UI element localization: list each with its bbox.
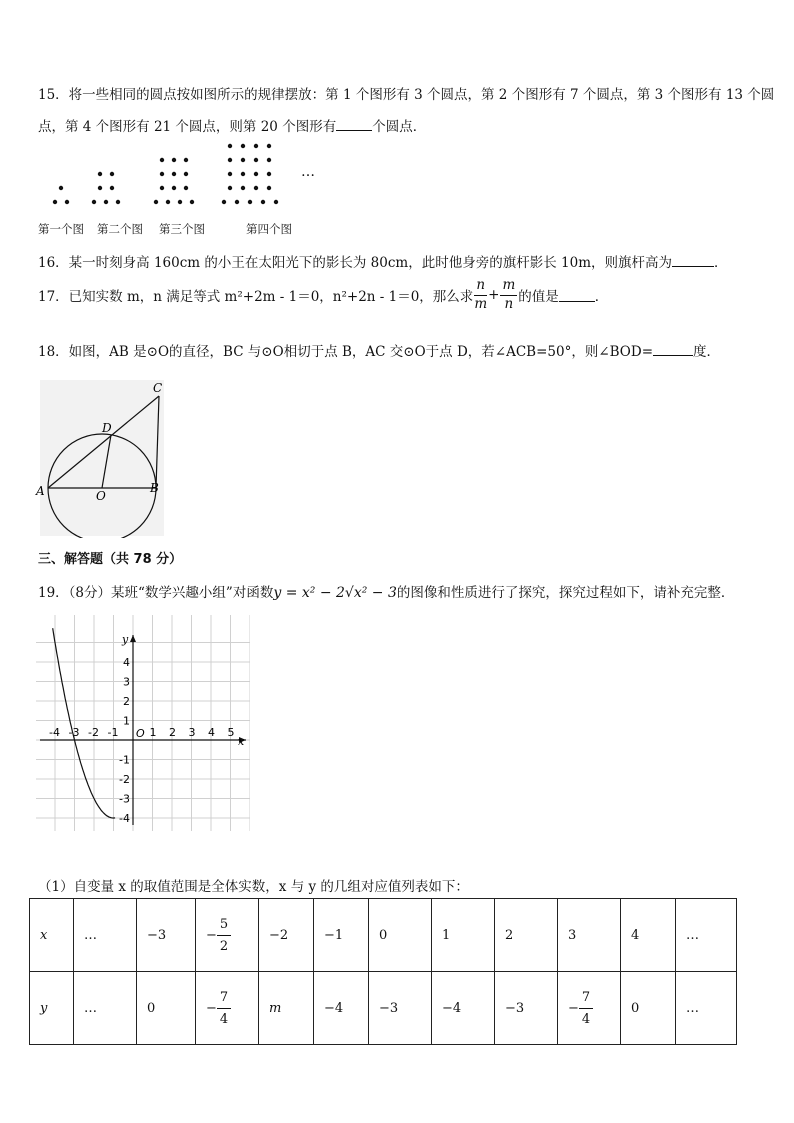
y-cell: −3 (495, 972, 558, 1045)
y-tick-label: 2 (123, 695, 130, 708)
q16-end: ． (714, 255, 728, 271)
y-cell: −4 (432, 972, 495, 1045)
x-tick-label: 1 (149, 726, 157, 739)
x-tick-label: O (136, 727, 145, 740)
x-cell: … (74, 899, 137, 972)
y-tick-label: 3 (123, 675, 130, 689)
plus-sign: + (488, 287, 500, 303)
function-graph (36, 615, 250, 831)
label-d: D (102, 421, 112, 435)
x-cell: 4 (621, 899, 676, 972)
q16-line (38, 251, 728, 271)
tangent-bc (156, 396, 159, 488)
q15-line2-post: 个圆点． (372, 119, 427, 135)
x-cell: − $\frac{5}{2}$ (196, 899, 259, 972)
pattern-1 (53, 186, 69, 204)
table-row-y (30, 972, 737, 1045)
pattern-3 (154, 158, 194, 204)
x-cell: x (30, 899, 74, 972)
pattern-2 (92, 172, 120, 204)
x-cell: … (676, 899, 737, 972)
q17-mid: 的值是 (518, 289, 559, 305)
x-tick-label: -1 (107, 726, 119, 739)
q16-text: 16．某一时刻身高 160cm 的小王在太阳光下的影长为 80cm，此时他身旁的旗杆影长 10m，则旗杆高为 (38, 255, 672, 271)
x-cell: −1 (314, 899, 369, 972)
caption-3: 第三个图 (159, 222, 205, 236)
x-tick-label: 2 (169, 726, 176, 739)
y-cell: 0 (621, 972, 676, 1045)
q19-text: 19．（8分）某班“数学兴趣小组”对函数 (38, 585, 274, 601)
caption-4: 第四个图 (246, 222, 292, 236)
value-table (29, 898, 737, 1045)
x-tick-label: 3 (188, 726, 196, 739)
q19-line (38, 581, 734, 601)
section-title: 三、解答题（共 78 分） (38, 552, 183, 567)
x-cell: 1 (432, 899, 495, 972)
q19-formula: y = x² − 2√x² − 3 (273, 585, 397, 601)
y-tick-label: -4 (119, 812, 130, 825)
fraction-m-over-n: $\frac{m}{n}$ (502, 277, 516, 312)
x-tick-label: 4 (208, 726, 215, 739)
table-row-x (30, 899, 737, 972)
y-cell: −4 (314, 972, 369, 1045)
q15-line2 (38, 115, 426, 135)
y-cell: 0 (137, 972, 196, 1045)
circle-tangent-figure (34, 378, 174, 538)
line-ac (48, 396, 159, 488)
q17-line (38, 279, 608, 311)
q17-answer-blank[interactable] (559, 288, 595, 302)
y-tick-label: 4 (123, 656, 130, 669)
label-a: A (36, 484, 45, 498)
q15-line1: 15．将一些相同的圆点按如图所示的规律摆放：第 1 个图形有 3 个圆点，第 2 个图形有 7 个圆点，第 3 个图形有 13 个圆 (38, 87, 775, 103)
x-tick-label: -3 (68, 726, 80, 739)
x-cell: −3 (137, 899, 196, 972)
line-od (102, 435, 111, 488)
q17-text: 17．已知实数 m，n 满足等式 m²+2m - 1＝0，n²+2n - 1＝0，那么求 (38, 289, 474, 305)
label-c: C (153, 381, 163, 395)
y-axis-arrow (130, 635, 136, 642)
y-cell: y (30, 972, 74, 1045)
caption-2: 第二个图 (97, 222, 143, 236)
caption-1: 第一个图 (38, 222, 84, 236)
q15-answer-blank[interactable] (336, 117, 372, 131)
y-cell: m (259, 972, 314, 1045)
x-cell: 3 (558, 899, 621, 972)
y-axis-label: y (122, 633, 129, 646)
x-cell: 2 (495, 899, 558, 972)
x-cell: −2 (259, 899, 314, 972)
q19-part1: （1）自变量 x 的取值范围是全体实数，x 与 y 的几组对应值列表如下： (38, 879, 469, 895)
q18-line (38, 340, 720, 360)
x-tick-label: -4 (49, 726, 60, 739)
y-cell: … (676, 972, 737, 1045)
x-tick-label: 5 (227, 726, 235, 739)
q18-answer-blank[interactable] (653, 342, 693, 356)
x-tick-label: -2 (88, 726, 99, 739)
x-cell: 0 (369, 899, 432, 972)
pattern-ellipsis: … (301, 164, 315, 180)
y-cell: − $\frac{7}{4}$ (196, 972, 259, 1045)
y-cell: − $\frac{7}{4}$ (558, 972, 621, 1045)
label-o: O (96, 489, 106, 503)
x-axis-label: x (238, 735, 245, 748)
fraction-n-over-m: $\frac{n}{m}$ (474, 277, 488, 312)
function-curve (53, 628, 115, 818)
y-tick-label: 1 (123, 714, 130, 728)
y-cell: … (74, 972, 137, 1045)
y-tick-label: -1 (119, 753, 130, 767)
y-cell: −3 (369, 972, 432, 1045)
q19-text-end: 的图像和性质进行了探究，探究过程如下，请补充完整． (396, 585, 735, 601)
q15-line2-pre: 点，第 4 个图形有 21 个圆点，则第 20 个图形有 (38, 119, 337, 135)
label-b: B (150, 481, 159, 495)
y-tick-label: -3 (119, 792, 130, 806)
q18-text: 18．如图，AB 是⊙O的直径，BC 与⊙O相切于点 B，AC 交⊙O于点 D，若∠ACB=50°，则∠BOD= (38, 344, 654, 360)
q16-answer-blank[interactable] (672, 253, 714, 267)
y-tick-label: -2 (119, 773, 130, 786)
q17-end: ． (594, 289, 609, 305)
q18-end: 度． (693, 344, 721, 360)
